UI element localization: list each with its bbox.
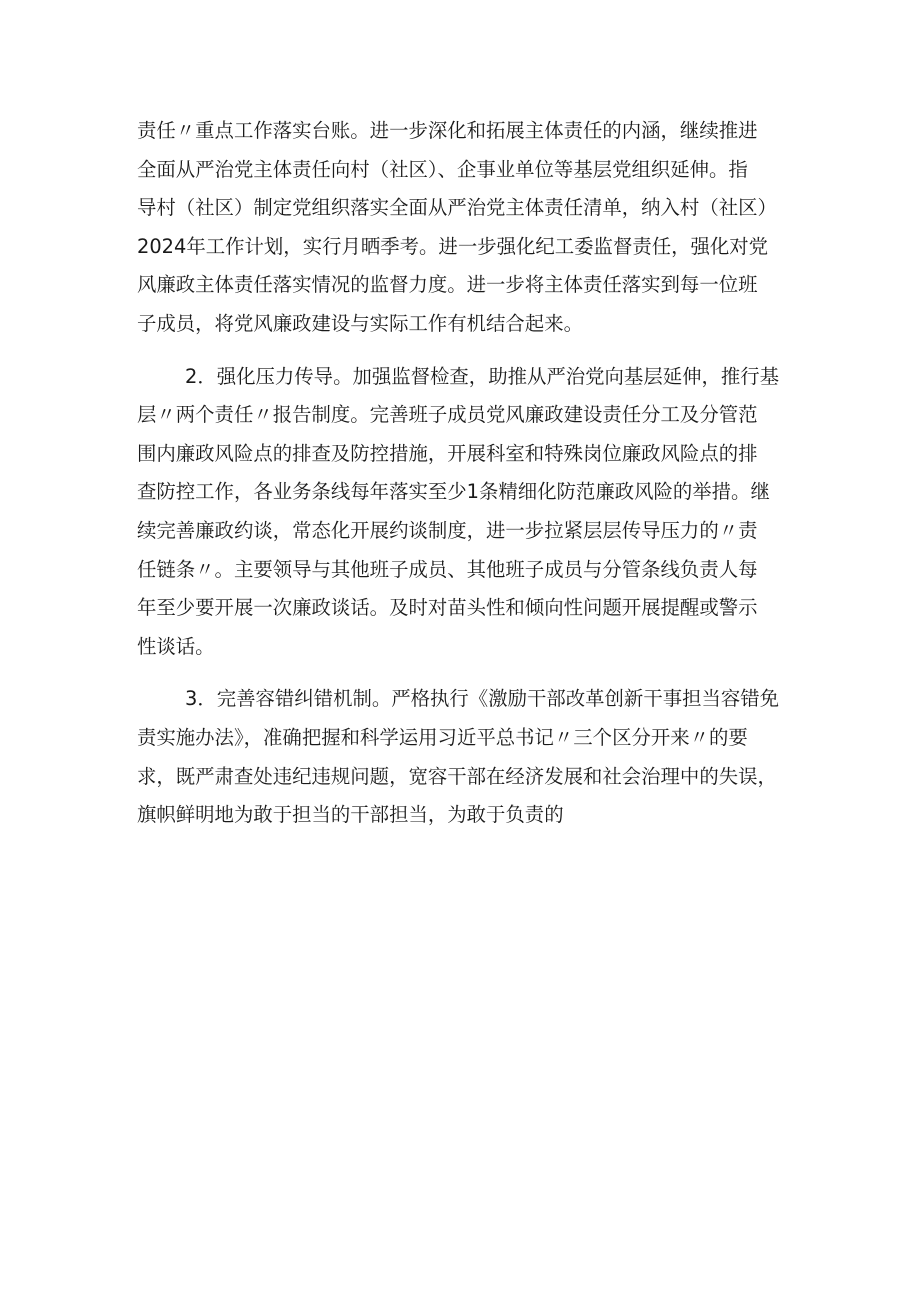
text-line: 2024年工作计划，实行月晒季考。进一步强化纪工委监督责任，强化对党 [137, 234, 769, 258]
text-line: 性谈话。 [137, 634, 215, 658]
text-line: 责任〃重点工作落实台账。进一步深化和拓展主体责任的内涵，继续推进 [137, 119, 758, 142]
text-line: 续完善廉政约谈，常态化开展约谈制度，进一步拉紧层层传导压力的〃责 [137, 518, 758, 542]
paragraph-3 [137, 680, 797, 834]
text-line: 风廉政主体责任落实情况的监督力度。进一步将主体责任落实到每一位班 [137, 273, 758, 297]
text-line: 子成员，将党风廉政建设与实际工作有机结合起来。 [137, 311, 583, 335]
text-line: 求，既严肃查处违纪违规问题，宽容干部在经济发展和社会治理中的失误， [137, 764, 777, 788]
text-line: 导村（社区）制定党组织落实全面从严治党主体责任清单，纳入村（社区） [137, 196, 777, 220]
text-line: 围内廉政风险点的排查及防控措施，开展科室和特殊岗位廉政风险点的排 [137, 441, 758, 465]
text-line: 查防控工作，各业务条线每年落实至少1条精细化防范廉政风险的举措。继 [137, 480, 770, 504]
text-line: 2．强化压力传导。加强监督检查，助推从严治党向基层延伸，推行基 [185, 364, 780, 388]
text-line: 年至少要开展一次廉政谈话。及时对苗头性和倾向性问题开展提醒或警示 [137, 596, 758, 620]
document-body [137, 112, 797, 835]
text-line: 任链条〃。主要领导与其他班子成员、其他班子成员与分管条线负责人每 [137, 557, 758, 581]
text-line: 层〃两个责任〃报告制度。完善班子成员党风廉政建设责任分工及分管范 [137, 403, 758, 427]
text-line: 3．完善容错纠错机制。严格执行《激励干部改革创新干事担当容错免 [185, 687, 780, 711]
paragraph-2 [137, 358, 797, 667]
text-line: 全面从严治党主体责任向村（社区）、企事业单位等基层党组织延伸。指 [137, 157, 748, 181]
paragraph-1 [137, 112, 797, 344]
text-line: 旗帜鲜明地为敢于担当的干部担当，为敢于负责的 [137, 803, 564, 827]
text-line: 责实施办法》，准确把握和科学运用习近平总书记〃三个区分开来〃的要 [137, 725, 748, 749]
